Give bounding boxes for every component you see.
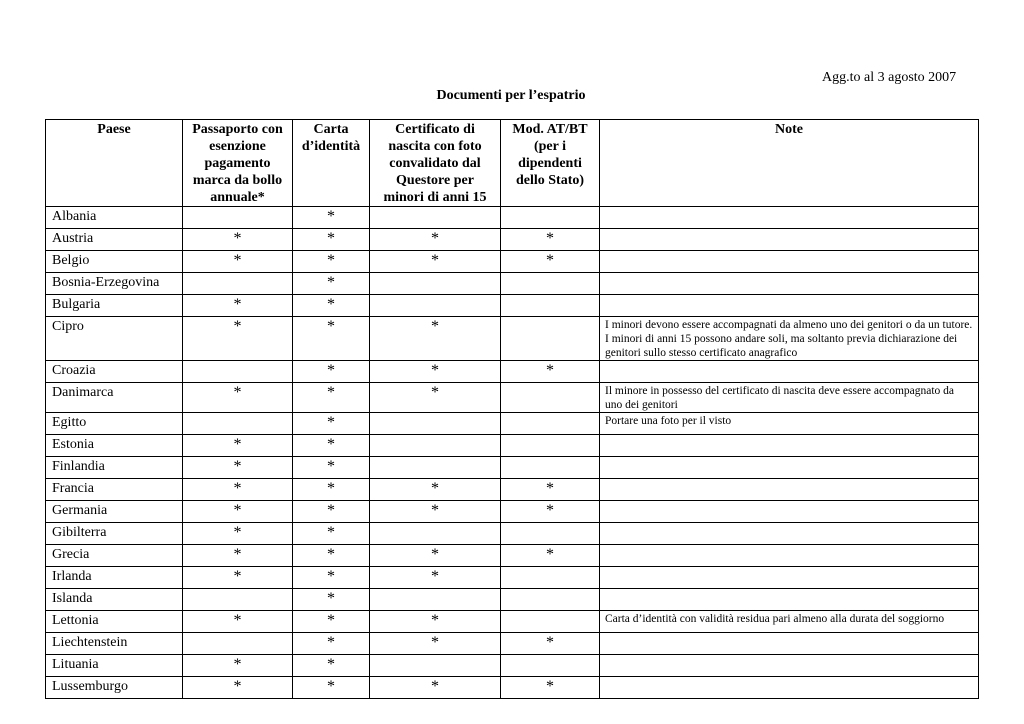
country-cell: Bulgaria xyxy=(46,295,183,317)
note-cell: Il minore in possesso del certificato di nascita deve essere accompagnato da uno dei genitori xyxy=(600,383,979,413)
note-cell: Portare una foto per il visto xyxy=(600,413,979,435)
document-title-text: Documenti per l’espatrio xyxy=(436,88,586,103)
country-cell: Danimarca xyxy=(46,383,183,413)
certificato-cell: * xyxy=(370,361,501,383)
certificato-cell: * xyxy=(370,501,501,523)
country-cell: Cipro xyxy=(46,317,183,361)
passaporto-cell: * xyxy=(183,611,293,633)
carta-identita-cell: * xyxy=(293,295,370,317)
passaporto-cell: * xyxy=(183,567,293,589)
note-cell xyxy=(600,677,979,699)
passaporto-cell: * xyxy=(183,501,293,523)
mod-at-bt-cell xyxy=(501,655,600,677)
country-cell: Austria xyxy=(46,229,183,251)
header-note: Note xyxy=(600,120,979,207)
country-cell: Bosnia-Erzegovina xyxy=(46,273,183,295)
passaporto-cell: * xyxy=(183,251,293,273)
mod-at-bt-cell: * xyxy=(501,229,600,251)
table-row xyxy=(46,273,979,295)
header-certificato-nascita: Certificato di nascita con foto convalidato dal Questore per minori di anni 15 xyxy=(370,120,501,207)
certificato-cell xyxy=(370,523,501,545)
country-cell: Grecia xyxy=(46,545,183,567)
country-cell: Liechtenstein xyxy=(46,633,183,655)
certificato-cell: * xyxy=(370,229,501,251)
country-cell: Gibilterra xyxy=(46,523,183,545)
note-cell xyxy=(600,457,979,479)
carta-identita-cell: * xyxy=(293,501,370,523)
country-cell: Lituania xyxy=(46,655,183,677)
country-cell: Lussemburgo xyxy=(46,677,183,699)
table-row xyxy=(46,383,979,413)
country-cell: Irlanda xyxy=(46,567,183,589)
carta-identita-cell: * xyxy=(293,633,370,655)
note-cell: Carta d’identità con validità residua pari almeno alla durata del soggiorno xyxy=(600,611,979,633)
carta-identita-cell: * xyxy=(293,435,370,457)
country-cell: Germania xyxy=(46,501,183,523)
carta-identita-cell: * xyxy=(293,413,370,435)
note-cell xyxy=(600,589,979,611)
mod-at-bt-cell: * xyxy=(501,545,600,567)
carta-identita-cell: * xyxy=(293,251,370,273)
certificato-cell xyxy=(370,295,501,317)
mod-at-bt-cell xyxy=(501,413,600,435)
header-carta-identita: Carta d’identità xyxy=(293,120,370,207)
note-cell xyxy=(600,567,979,589)
document-title xyxy=(0,88,1024,104)
note-cell xyxy=(600,207,979,229)
country-cell: Estonia xyxy=(46,435,183,457)
mod-at-bt-cell: * xyxy=(501,677,600,699)
header-mod-at-bt: Mod. AT/BT (per i dipendenti dello Stato) xyxy=(501,120,600,207)
carta-identita-cell: * xyxy=(293,273,370,295)
passaporto-cell xyxy=(183,207,293,229)
passaporto-cell: * xyxy=(183,295,293,317)
table-row xyxy=(46,655,979,677)
carta-identita-cell: * xyxy=(293,317,370,361)
passaporto-cell: * xyxy=(183,383,293,413)
table-row xyxy=(46,251,979,273)
passaporto-cell: * xyxy=(183,523,293,545)
passaporto-cell: * xyxy=(183,229,293,251)
table-row xyxy=(46,611,979,633)
table-row xyxy=(46,317,979,361)
table-row xyxy=(46,523,979,545)
header-row xyxy=(46,120,979,207)
country-cell: Croazia xyxy=(46,361,183,383)
table-row xyxy=(46,545,979,567)
note-cell xyxy=(600,295,979,317)
mod-at-bt-cell xyxy=(501,207,600,229)
header-passaporto: Passaporto con esenzione pagamento marca da bollo annuale* xyxy=(183,120,293,207)
note-cell xyxy=(600,479,979,501)
country-cell: Finlandia xyxy=(46,457,183,479)
table-row xyxy=(46,633,979,655)
mod-at-bt-cell xyxy=(501,567,600,589)
table-row xyxy=(46,457,979,479)
table-row xyxy=(46,295,979,317)
documents-table xyxy=(45,119,979,699)
certificato-cell: * xyxy=(370,317,501,361)
passaporto-cell: * xyxy=(183,435,293,457)
mod-at-bt-cell: * xyxy=(501,633,600,655)
note-cell: I minori devono essere accompagnati da almeno uno dei genitori o da un tutore. I minori di anni 15 possono andare soli, ma soltanto previa dichiarazione dei genitori sullo stesso certificato anagrafico xyxy=(600,317,979,361)
certificato-cell: * xyxy=(370,545,501,567)
table-row xyxy=(46,501,979,523)
table-row xyxy=(46,435,979,457)
passaporto-cell: * xyxy=(183,457,293,479)
table-row xyxy=(46,229,979,251)
mod-at-bt-cell xyxy=(501,295,600,317)
country-cell: Islanda xyxy=(46,589,183,611)
passaporto-cell: * xyxy=(183,677,293,699)
carta-identita-cell: * xyxy=(293,677,370,699)
passaporto-cell xyxy=(183,589,293,611)
certificato-cell xyxy=(370,413,501,435)
carta-identita-cell: * xyxy=(293,229,370,251)
certificato-cell xyxy=(370,589,501,611)
note-cell xyxy=(600,501,979,523)
mod-at-bt-cell xyxy=(501,383,600,413)
carta-identita-cell: * xyxy=(293,361,370,383)
carta-identita-cell: * xyxy=(293,207,370,229)
passaporto-cell: * xyxy=(183,317,293,361)
mod-at-bt-cell: * xyxy=(501,251,600,273)
carta-identita-cell: * xyxy=(293,655,370,677)
country-cell: Egitto xyxy=(46,413,183,435)
mod-at-bt-cell xyxy=(501,317,600,361)
header-paese: Paese xyxy=(46,120,183,207)
mod-at-bt-cell: * xyxy=(501,479,600,501)
mod-at-bt-cell xyxy=(501,589,600,611)
passaporto-cell xyxy=(183,413,293,435)
carta-identita-cell: * xyxy=(293,383,370,413)
certificato-cell xyxy=(370,273,501,295)
country-cell: Belgio xyxy=(46,251,183,273)
table-row xyxy=(46,479,979,501)
certificato-cell: * xyxy=(370,567,501,589)
note-cell xyxy=(600,361,979,383)
passaporto-cell xyxy=(183,633,293,655)
note-cell xyxy=(600,435,979,457)
note-cell xyxy=(600,523,979,545)
note-cell xyxy=(600,633,979,655)
table-row xyxy=(46,567,979,589)
carta-identita-cell: * xyxy=(293,567,370,589)
note-cell xyxy=(600,545,979,567)
update-date: Agg.to al 3 agosto 2007 xyxy=(822,70,957,85)
table-row xyxy=(46,413,979,435)
certificato-cell xyxy=(370,655,501,677)
passaporto-cell xyxy=(183,361,293,383)
table-row xyxy=(46,361,979,383)
country-cell: Lettonia xyxy=(46,611,183,633)
certificato-cell: * xyxy=(370,251,501,273)
carta-identita-cell: * xyxy=(293,589,370,611)
certificato-cell xyxy=(370,435,501,457)
carta-identita-cell: * xyxy=(293,523,370,545)
certificato-cell: * xyxy=(370,479,501,501)
table-row xyxy=(46,589,979,611)
mod-at-bt-cell xyxy=(501,457,600,479)
passaporto-cell: * xyxy=(183,545,293,567)
country-cell: Francia xyxy=(46,479,183,501)
note-cell xyxy=(600,229,979,251)
carta-identita-cell: * xyxy=(293,457,370,479)
country-cell: Albania xyxy=(46,207,183,229)
certificato-cell: * xyxy=(370,633,501,655)
mod-at-bt-cell: * xyxy=(501,501,600,523)
passaporto-cell: * xyxy=(183,479,293,501)
table-row xyxy=(46,207,979,229)
mod-at-bt-cell xyxy=(501,435,600,457)
passaporto-cell xyxy=(183,273,293,295)
carta-identita-cell: * xyxy=(293,479,370,501)
certificato-cell: * xyxy=(370,677,501,699)
mod-at-bt-cell xyxy=(501,611,600,633)
certificato-cell: * xyxy=(370,383,501,413)
carta-identita-cell: * xyxy=(293,611,370,633)
note-cell xyxy=(600,655,979,677)
certificato-cell xyxy=(370,457,501,479)
passaporto-cell: * xyxy=(183,655,293,677)
mod-at-bt-cell xyxy=(501,523,600,545)
certificato-cell: * xyxy=(370,611,501,633)
note-cell xyxy=(600,251,979,273)
note-cell xyxy=(600,273,979,295)
carta-identita-cell: * xyxy=(293,545,370,567)
certificato-cell xyxy=(370,207,501,229)
mod-at-bt-cell: * xyxy=(501,361,600,383)
mod-at-bt-cell xyxy=(501,273,600,295)
table-row xyxy=(46,677,979,699)
